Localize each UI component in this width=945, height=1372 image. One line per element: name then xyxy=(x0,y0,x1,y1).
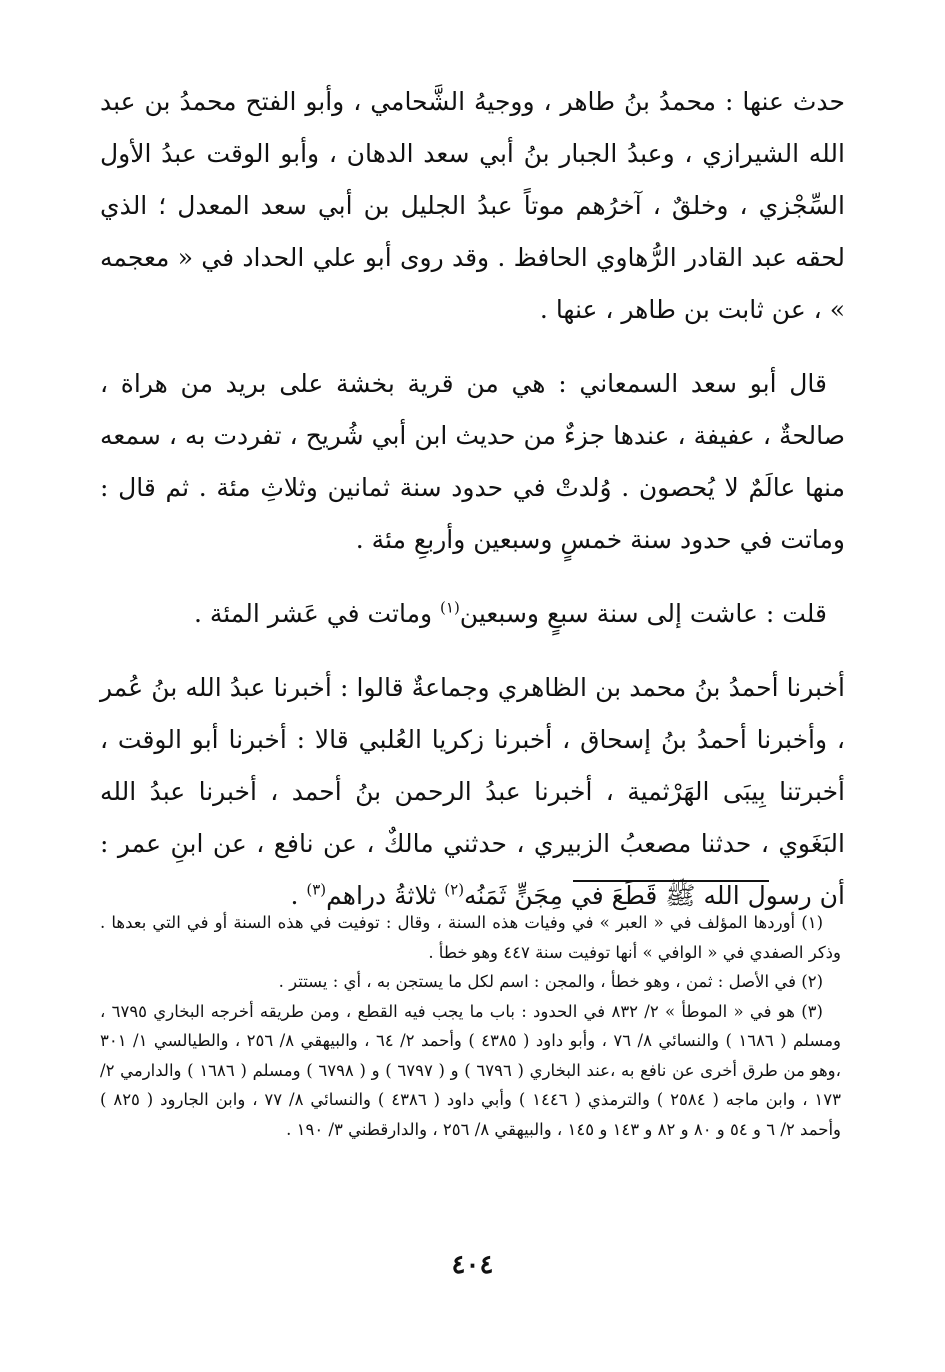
paragraph-1-text: حدث عنها : محمدُ بنُ طاهر ، ووجيهُ الشَّحامي ، وأبو الفتح محمدُ بن عبد الله الشيرازي ، وعبدُ الجبار بنُ أبي سعد الدهان ، وأبو الوقت عبدُ الأول السِّجْزي ، وخلقٌ ، آخرُهم موتاً عبدُ الجليل بن أبي سعد المعدل ؛ الذي لحقه عبد القادر الرُّهاوي الحافظ . وقد روى أبو علي الحداد في « معجمه » ، عن ثابت بن طاهر ، عنها . xyxy=(100,87,845,324)
footnotes xyxy=(100,908,841,1144)
paragraph-3-text: قلت : عاشت إلى سنة سبعٍ وسبعين xyxy=(459,599,827,628)
paragraph-4-text-mid: ثلاثةُ دراهم xyxy=(326,881,445,910)
page-number: ٤٠٤ xyxy=(451,1250,494,1280)
footnote-ref-1[interactable]: (١) xyxy=(440,598,460,617)
paragraph-4 xyxy=(100,662,845,922)
paragraph-4-text: أخبرنا أحمدُ بنُ محمد بن الظاهري وجماعةٌ قالوا : أخبرنا عبدُ الله بنُ عُمر ، وأخبرنا أحمدُ بنُ إسحاق ، أخبرنا زكريا العُلبي قالا : أخبرنا أبو الوقت ، أخبرتنا بِيبَى الهَرْثمية ، أخبرنا عبدُ الرحمن بنُ أحمد ، أخبرنا عبدُ الله البَغَوي ، حدثنا مصعبُ الزبيري ، حدثني مالكٌ ، عن نافع ، عن ابنِ عمر : أن رسول الله ﷺ قَطَعَ في مِجَنٍّ ثَمَنُه xyxy=(100,673,845,910)
footnote-2: (٢) في الأصل : ثمن ، وهو خطأ ، والمجن : اسم لكل ما يستجن به ، أي : يستتر . xyxy=(278,972,823,991)
footnote-ref-2[interactable]: (٢) xyxy=(444,880,465,899)
paragraph-4-text-end: . xyxy=(290,881,307,910)
footnote-1: (١) أوردها المؤلف في « العبر » في وفيات هذه السنة ، وقال : توفيت في هذه السنة أو في التي بعدها . وذكر الصفدي في « الوافي » أنها توفيت سنة ٤٤٧ وهو خطأ . xyxy=(100,913,841,962)
paragraph-1 xyxy=(100,76,845,336)
paragraph-3 xyxy=(100,588,845,640)
footnote-3: (٣) هو في « الموطأ » ٢/ ٨٣٢ في الحدود : باب ما يجب فيه القطع ، ومن طريقه أخرجه البخاري ٦٧٩٥ ، ومسلم ( ١٦٨٦ ) والنسائي ٨/ ٧٦ ، وأبو داود ( ٤٣٨٥ ) وأحمد ٢/ ٦٤ ، والبيهقي ٨/ ٢٥٦ ، والطيالسي ١/ ٣٠١ ،وهو من طرق أخرى عن نافع به ،عند البخاري ( ٦٧٩٦ ) و ( ٦٧٩٧ ) و ( ٦٧٩٨ ) ومسلم ( ١٦٨٦ ) والدارمي ٢/ ١٧٣ ، وابن ماجه ( ٢٥٨٤ ) والترمذي ( ١٤٤٦ ) وأبي داود ( ٤٣٨٦ ) والنسائي ٨/ ٧٧ ، وابن الجارود ( ٨٢٥ ) وأحمد ٢/ ٦ و ٥٤ و ٨٠ و ٨٢ و ١٤٣ و ١٤٥ ، والبيهقي ٨/ ٢٥٦ ، والدارقطني ٣/ ١٩٠ . xyxy=(100,1001,842,1139)
paragraph-2 xyxy=(100,358,845,566)
footnote-ref-3[interactable]: (٣) xyxy=(306,880,327,899)
paragraph-3-text-end: وماتت في عَشر المئة . xyxy=(193,599,441,628)
footnote-divider xyxy=(573,880,769,882)
main-text xyxy=(100,76,845,944)
paragraph-2-text: قال أبو سعد السمعاني : هي من قرية بخشة على بريد من هراة ، صالحةٌ ، عفيفة ، عندها جزءٌ من حديث ابن أبي شُريح ، تفردت به ، سمعه منها عالَمٌ لا يُحصون . وُلدتْ في حدود سنة ثمانين وثلاثِ مئة . ثم قال : وماتت في حدود سنة خمسٍ وسبعين وأربعِ مئة . xyxy=(100,369,845,554)
